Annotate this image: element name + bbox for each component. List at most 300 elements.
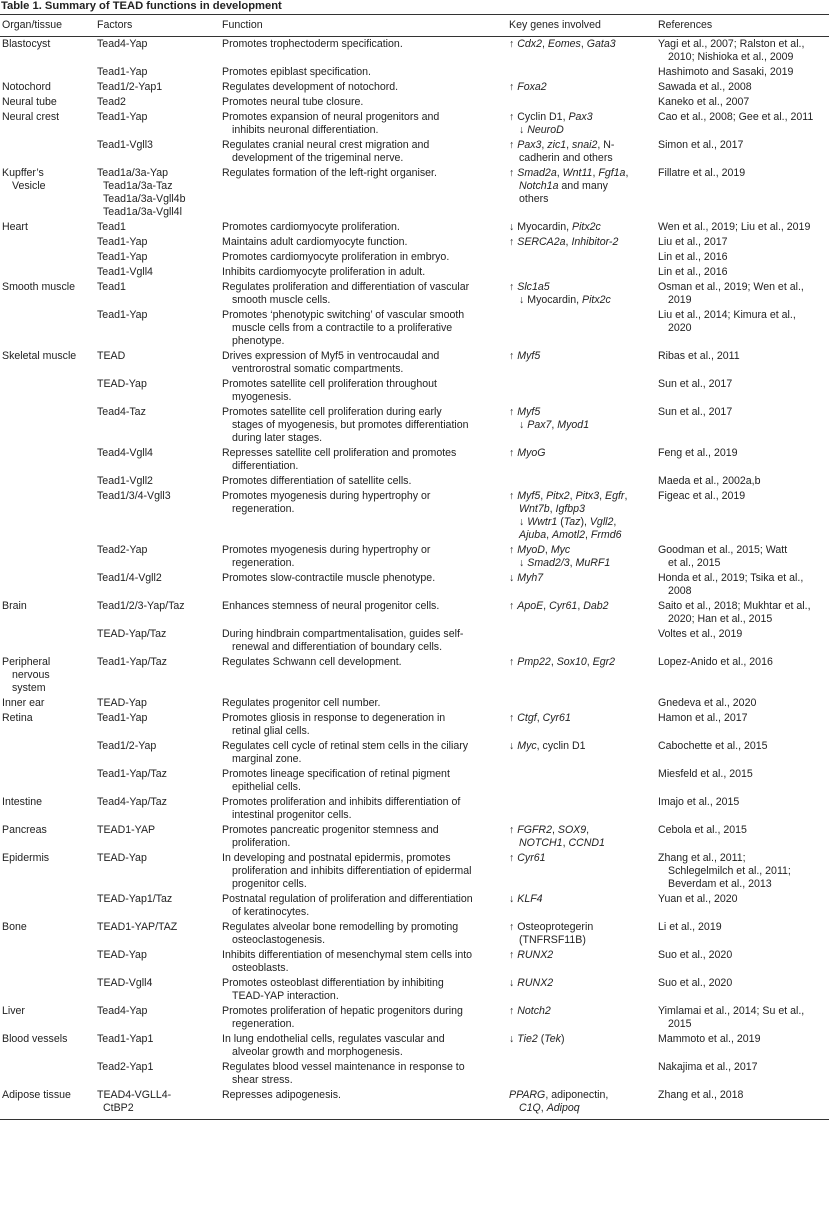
cell-organ-line: Neural tube [2, 96, 57, 108]
cell-references-line: 2020; Han et al., 2015 [668, 613, 773, 625]
cell-organ [0, 489, 95, 543]
cell-factors [95, 696, 220, 711]
cell-function-line: shear stress. [232, 1074, 293, 1086]
table-row [0, 696, 829, 711]
cell-factors [95, 166, 220, 220]
cell-factors-line: TEAD-Vgll4 [97, 977, 153, 989]
cell-references-line: Sun et al., 2017 [658, 378, 733, 390]
cell-factors [95, 37, 220, 66]
cell-references-line: Liu et al., 2017 [658, 236, 728, 248]
cell-factors [95, 851, 220, 892]
cell-organ [0, 543, 95, 571]
cell-references-line: Mammoto et al., 2019 [658, 1033, 761, 1045]
cell-organ-line: Skeletal muscle [2, 350, 77, 362]
cell-genes [507, 976, 656, 1004]
cell-function-line: Maintains adult cardiomyocyte function. [222, 236, 408, 248]
cell-genes-line: ↑ Myf5 [509, 406, 541, 418]
cell-references [656, 235, 829, 250]
cell-factors [95, 1088, 220, 1120]
cell-function-line: Promotes expansion of neural progenitors and [222, 111, 440, 123]
cell-function [220, 280, 507, 308]
cell-organ [0, 65, 95, 80]
cell-organ [0, 711, 95, 739]
cell-genes [507, 892, 656, 920]
cell-factors-line: Tead1/2-Yap1 [97, 81, 163, 93]
cell-genes-line: ↓ Myocardin, Pitx2c [509, 221, 601, 233]
cell-factors-line: Tead1/4-Vgll2 [97, 572, 162, 584]
cell-references-line: Suo et al., 2020 [658, 977, 733, 989]
cell-organ [0, 1004, 95, 1032]
cell-genes [507, 543, 656, 571]
cell-function-line: Regulates cell cycle of retinal stem cells in the ciliary [222, 740, 469, 752]
cell-organ-line: Brain [2, 600, 27, 612]
cell-function-line: progenitor cells. [232, 878, 307, 890]
cell-organ-line: Neural crest [2, 111, 60, 123]
cell-function-line: Regulates alveolar bone remodelling by promoting [222, 921, 459, 933]
cell-references-line: Figeac et al., 2019 [658, 490, 746, 502]
cell-genes-line: Wnt7b, Igfbp3 [519, 503, 585, 515]
cell-genes-line: others [519, 193, 549, 205]
cell-organ [0, 767, 95, 795]
cell-function-line: Promotes pancreatic progenitor stemness and [222, 824, 439, 836]
cell-references-line: Simon et al., 2017 [658, 139, 744, 151]
cell-genes [507, 1004, 656, 1032]
cell-factors-line: TEAD-Yap1/Taz [97, 893, 173, 905]
cell-function-line: Inhibits cardiomyocyte proliferation in adult. [222, 266, 426, 278]
cell-references [656, 95, 829, 110]
cell-function [220, 851, 507, 892]
cell-factors [95, 377, 220, 405]
table-row [0, 711, 829, 739]
cell-references [656, 110, 829, 138]
cell-factors-line: TEAD-Yap/Taz [97, 628, 167, 640]
cell-function-line: Regulates cranial neural crest migration and [222, 139, 430, 151]
table-body [0, 37, 829, 1120]
cell-function-line: Regulates progenitor cell number. [222, 697, 381, 709]
cell-genes [507, 1060, 656, 1088]
cell-genes [507, 220, 656, 235]
cell-references-line: Liu et al., 2014; Kimura et al., [658, 309, 796, 321]
table-row [0, 795, 829, 823]
cell-factors-line: Tead4-Yap [97, 1005, 148, 1017]
cell-genes [507, 851, 656, 892]
cell-function-line: Represses satellite cell proliferation and promotes [222, 447, 457, 459]
cell-organ [0, 892, 95, 920]
cell-function-line: regeneration. [232, 503, 295, 515]
cell-organ [0, 349, 95, 377]
cell-factors-line: Tead2-Yap1 [97, 1061, 154, 1073]
cell-function-line: Promotes proliferation and inhibits differentiation of [222, 796, 461, 808]
cell-factors-line: TEAD4-VGLL4- [97, 1089, 172, 1101]
cell-factors-line: Tead1-Yap/Taz [97, 656, 167, 668]
cell-genes [507, 711, 656, 739]
cell-function [220, 543, 507, 571]
cell-function [220, 1004, 507, 1032]
cell-factors-line: Tead1-Vgll4 [97, 266, 153, 278]
cell-organ [0, 655, 95, 696]
table-row [0, 377, 829, 405]
cell-factors-line: Tead4-Yap/Taz [97, 796, 167, 808]
tead-functions-table [0, 14, 829, 1120]
cell-references [656, 308, 829, 349]
cell-references-line: Honda et al., 2019; Tsika et al., [658, 572, 804, 584]
cell-genes [507, 599, 656, 627]
cell-function [220, 405, 507, 446]
cell-genes [507, 308, 656, 349]
cell-function-line: Promotes myogenesis during hypertrophy or [222, 544, 431, 556]
cell-genes-line: ↑ Cyr61 [509, 852, 546, 864]
cell-function [220, 655, 507, 696]
cell-organ-line: Peripheral [2, 656, 51, 668]
cell-function-line: Promotes neural tube closure. [222, 96, 364, 108]
cell-factors [95, 265, 220, 280]
cell-factors [95, 474, 220, 489]
cell-function-line: Promotes satellite cell proliferation during early [222, 406, 442, 418]
cell-references [656, 138, 829, 166]
cell-factors-line: Tead1-Yap1 [97, 1033, 154, 1045]
cell-organ [0, 627, 95, 655]
cell-genes [507, 1032, 656, 1060]
table-row [0, 280, 829, 308]
cell-references-line: 2008 [668, 585, 692, 597]
cell-organ [0, 138, 95, 166]
cell-references [656, 377, 829, 405]
cell-organ [0, 948, 95, 976]
cell-genes-line: ↑ Myf5, Pitx2, Pitx3, Egfr, [509, 490, 628, 502]
cell-function-line: In lung endothelial cells, regulates vascular and [222, 1033, 445, 1045]
cell-genes-line: ↓ Tie2 (Tek) [509, 1033, 565, 1045]
cell-factors [95, 489, 220, 543]
cell-function [220, 220, 507, 235]
cell-organ [0, 851, 95, 892]
cell-organ [0, 110, 95, 138]
cell-organ [0, 308, 95, 349]
cell-factors [95, 405, 220, 446]
cell-factors-line: TEAD1-YAP/TAZ [97, 921, 178, 933]
cell-references-line: Osman et al., 2019; Wen et al., [658, 281, 804, 293]
cell-function-line: regeneration. [232, 557, 295, 569]
cell-function-line: development of the trigeminal nerve. [232, 152, 404, 164]
cell-genes [507, 767, 656, 795]
cell-function [220, 892, 507, 920]
cell-genes [507, 377, 656, 405]
cell-references [656, 37, 829, 66]
cell-genes-line: ↓ Myh7 [509, 572, 544, 584]
cell-references-line: Zhang et al., 2011; [658, 852, 746, 864]
cell-factors [95, 571, 220, 599]
cell-genes-line: ↓ Wwtr1 (Taz), Vgll2, [519, 516, 617, 528]
cell-function-line: muscle cells from a contractile to a proliferative [232, 322, 453, 334]
cell-references [656, 1004, 829, 1032]
cell-references [656, 280, 829, 308]
cell-references [656, 1088, 829, 1120]
table-row [0, 767, 829, 795]
cell-function [220, 489, 507, 543]
cell-factors [95, 823, 220, 851]
cell-function-line: Promotes lineage specification of retinal pigment [222, 768, 450, 780]
cell-genes [507, 823, 656, 851]
cell-function-line: Regulates development of notochord. [222, 81, 399, 93]
cell-genes-line: ↑ Notch2 [509, 1005, 551, 1017]
cell-references-line: 2019 [668, 294, 692, 306]
cell-organ-line: Liver [2, 1005, 25, 1017]
cell-organ [0, 474, 95, 489]
cell-genes-line: ↑ Foxa2 [509, 81, 547, 93]
cell-genes [507, 37, 656, 66]
table-row [0, 489, 829, 543]
cell-genes [507, 349, 656, 377]
cell-function-line: stages of myogenesis, but promotes differentiation [232, 419, 469, 431]
cell-references-line: Lin et al., 2016 [658, 251, 728, 263]
cell-function [220, 1088, 507, 1120]
cell-factors [95, 308, 220, 349]
cell-references [656, 696, 829, 711]
cell-function [220, 308, 507, 349]
cell-references-line: Wen et al., 2019; Liu et al., 2019 [658, 221, 811, 233]
table-row [0, 627, 829, 655]
cell-genes-line: ↓ KLF4 [509, 893, 543, 905]
cell-genes-line: ↓ NeuroD [519, 124, 564, 136]
cell-references-line: Sawada et al., 2008 [658, 81, 752, 93]
cell-organ [0, 405, 95, 446]
cell-organ [0, 599, 95, 627]
cell-genes-line: ↓ Pax7, Myod1 [519, 419, 590, 431]
cell-function-line: marginal zone. [232, 753, 302, 765]
cell-organ [0, 739, 95, 767]
cell-references-line: Yuan et al., 2020 [658, 893, 738, 905]
cell-function-line: Drives expression of Myf5 in ventrocaudal and [222, 350, 440, 362]
header-references: References [656, 15, 829, 37]
cell-factors-line: Tead1 [97, 281, 126, 293]
cell-factors [95, 767, 220, 795]
cell-genes [507, 446, 656, 474]
cell-factors-line: Tead1a/3a-Vgll4l [103, 206, 182, 218]
cell-organ-line: Inner ear [2, 697, 45, 709]
cell-references-line: et al., 2015 [668, 557, 721, 569]
cell-factors [95, 543, 220, 571]
cell-function-line: Promotes cardiomyocyte proliferation. [222, 221, 400, 233]
cell-genes-line: ↑ Pmp22, Sox10, Egr2 [509, 656, 616, 668]
cell-factors-line: Tead1/3/4-Vgll3 [97, 490, 171, 502]
cell-references-line: Gnedeva et al., 2020 [658, 697, 757, 709]
cell-function-line: Promotes gliosis in response to degeneration in [222, 712, 446, 724]
cell-references [656, 767, 829, 795]
cell-genes [507, 474, 656, 489]
cell-factors-line: Tead2 [97, 96, 126, 108]
cell-function-line: Promotes osteoblast differentiation by inhibiting [222, 977, 444, 989]
cell-function-line: intestinal progenitor cells. [232, 809, 352, 821]
cell-factors-line: Tead4-Taz [97, 406, 146, 418]
cell-references [656, 627, 829, 655]
cell-function-line: Promotes ‘phenotypic switching’ of vascular smooth [222, 309, 465, 321]
cell-factors [95, 795, 220, 823]
table-row [0, 920, 829, 948]
cell-references [656, 711, 829, 739]
cell-genes [507, 166, 656, 220]
cell-genes-line: ↑ FGFR2, SOX9, [509, 824, 590, 836]
cell-factors [95, 948, 220, 976]
cell-references [656, 80, 829, 95]
cell-function [220, 823, 507, 851]
cell-factors [95, 739, 220, 767]
cell-references-line: Miesfeld et al., 2015 [658, 768, 753, 780]
cell-references-line: Beverdam et al., 2013 [668, 878, 772, 890]
cell-function-line: Promotes trophectoderm specification. [222, 38, 403, 50]
cell-factors [95, 349, 220, 377]
cell-references [656, 446, 829, 474]
cell-genes [507, 235, 656, 250]
cell-function [220, 920, 507, 948]
cell-genes-line: Notch1a and many [519, 180, 608, 192]
cell-genes-line: ↑ Osteoprotegerin [509, 921, 594, 933]
table-row [0, 823, 829, 851]
cell-factors [95, 1032, 220, 1060]
table-row [0, 166, 829, 220]
cell-factors [95, 892, 220, 920]
cell-organ [0, 235, 95, 250]
cell-function-line: TEAD-YAP interaction. [232, 990, 339, 1002]
cell-factors-line: Tead1a/3a-Yap [97, 167, 169, 179]
cell-factors-line: Tead1-Yap [97, 309, 148, 321]
table-row [0, 220, 829, 235]
cell-function [220, 627, 507, 655]
cell-genes [507, 80, 656, 95]
cell-function-line: during later stages. [232, 432, 323, 444]
cell-references-line: Li et al., 2019 [658, 921, 722, 933]
cell-genes [507, 795, 656, 823]
cell-genes [507, 280, 656, 308]
cell-references [656, 349, 829, 377]
cell-function [220, 110, 507, 138]
cell-references-line: Schlegelmilch et al., 2011; [668, 865, 791, 877]
cell-genes [507, 655, 656, 696]
cell-organ [0, 1088, 95, 1120]
cell-function-line: Enhances stemness of neural progenitor cells. [222, 600, 440, 612]
cell-organ-line: Vesicle [12, 180, 46, 192]
cell-function [220, 166, 507, 220]
cell-references-line: Lin et al., 2016 [658, 266, 728, 278]
cell-genes-line: ↓ RUNX2 [509, 977, 554, 989]
table-row [0, 474, 829, 489]
cell-genes-line: ↑ ApoE, Cyr61, Dab2 [509, 600, 609, 612]
cell-factors [95, 138, 220, 166]
cell-organ-line: Smooth muscle [2, 281, 76, 293]
cell-references [656, 599, 829, 627]
cell-organ [0, 377, 95, 405]
cell-function [220, 80, 507, 95]
cell-function-line: proliferation and inhibits differentiation of epidermal [232, 865, 472, 877]
cell-factors [95, 65, 220, 80]
cell-function [220, 37, 507, 66]
cell-organ [0, 220, 95, 235]
cell-references-line: Cabochette et al., 2015 [658, 740, 768, 752]
cell-function [220, 1060, 507, 1088]
cell-function-line: Promotes myogenesis during hypertrophy or [222, 490, 431, 502]
cell-function [220, 349, 507, 377]
cell-organ-line: Blood vessels [2, 1033, 68, 1045]
table-row [0, 349, 829, 377]
cell-references-line: Saito et al., 2018; Mukhtar et al., [658, 600, 811, 612]
cell-genes-line: ↑ Cyclin D1, Pax3 [509, 111, 593, 123]
cell-function [220, 65, 507, 80]
cell-organ-line: Pancreas [2, 824, 47, 836]
cell-references [656, 851, 829, 892]
cell-organ-line: Epidermis [2, 852, 50, 864]
cell-function [220, 138, 507, 166]
cell-references-line: Imajo et al., 2015 [658, 796, 740, 808]
cell-genes-line: (TNFRSF11B) [519, 934, 586, 946]
cell-references [656, 571, 829, 599]
cell-genes-line: ↑ SERCA2a, Inhibitor-2 [509, 236, 619, 248]
cell-references [656, 250, 829, 265]
cell-function-line: In developing and postnatal epidermis, promotes [222, 852, 451, 864]
cell-function-line: Regulates Schwann cell development. [222, 656, 402, 668]
cell-factors-line: Tead1-Yap [97, 251, 148, 263]
cell-factors [95, 446, 220, 474]
cell-function-line: Regulates blood vessel maintenance in response to [222, 1061, 465, 1073]
table-row [0, 1088, 829, 1120]
cell-references-line: Ribas et al., 2011 [658, 350, 740, 362]
cell-factors [95, 95, 220, 110]
cell-factors-line: Tead1-Yap [97, 712, 148, 724]
cell-genes [507, 1088, 656, 1120]
cell-references-line: 2020 [668, 322, 692, 334]
cell-references [656, 265, 829, 280]
cell-function [220, 235, 507, 250]
cell-references-line: Yimlamai et al., 2014; Su et al., [658, 1005, 805, 1017]
cell-genes-line: ↑ Pax3, zic1, snai2, N- [509, 139, 615, 151]
cell-references-line: Voltes et al., 2019 [658, 628, 743, 640]
cell-organ-line: nervous [12, 669, 50, 681]
cell-references [656, 1032, 829, 1060]
cell-references-line: Yagi et al., 2007; Ralston et al., [658, 38, 805, 50]
cell-references-line: Suo et al., 2020 [658, 949, 733, 961]
cell-function-line: Promotes cardiomyocyte proliferation in embryo. [222, 251, 450, 263]
cell-organ [0, 166, 95, 220]
cell-organ [0, 823, 95, 851]
cell-function-line: Inhibits differentiation of mesenchymal stem cells into [222, 949, 473, 961]
cell-references [656, 474, 829, 489]
cell-references [656, 1060, 829, 1088]
cell-organ-line: Retina [2, 712, 33, 724]
cell-organ [0, 265, 95, 280]
cell-organ [0, 571, 95, 599]
header-key-genes: Key genes involved [507, 15, 656, 37]
cell-factors-line: Tead4-Vgll4 [97, 447, 153, 459]
cell-factors [95, 920, 220, 948]
cell-genes [507, 250, 656, 265]
table-row [0, 1032, 829, 1060]
cell-genes-line: ↑ RUNX2 [509, 949, 554, 961]
cell-organ [0, 976, 95, 1004]
cell-references-line: Zhang et al., 2018 [658, 1089, 744, 1101]
cell-function [220, 711, 507, 739]
table-row [0, 250, 829, 265]
cell-factors-line: Tead1a/3a-Taz [103, 180, 173, 192]
cell-function [220, 250, 507, 265]
cell-references-line: 2010; Nishioka et al., 2009 [668, 51, 794, 63]
cell-function [220, 1032, 507, 1060]
cell-references-line: Sun et al., 2017 [658, 406, 733, 418]
cell-references-line: Fillatre et al., 2019 [658, 167, 746, 179]
table-row [0, 405, 829, 446]
cell-factors [95, 627, 220, 655]
cell-function-line: alveolar growth and morphogenesis. [232, 1046, 403, 1058]
cell-function-line: Promotes epiblast specification. [222, 66, 371, 78]
cell-factors-line: Tead2-Yap [97, 544, 148, 556]
cell-genes [507, 696, 656, 711]
table-row [0, 655, 829, 696]
